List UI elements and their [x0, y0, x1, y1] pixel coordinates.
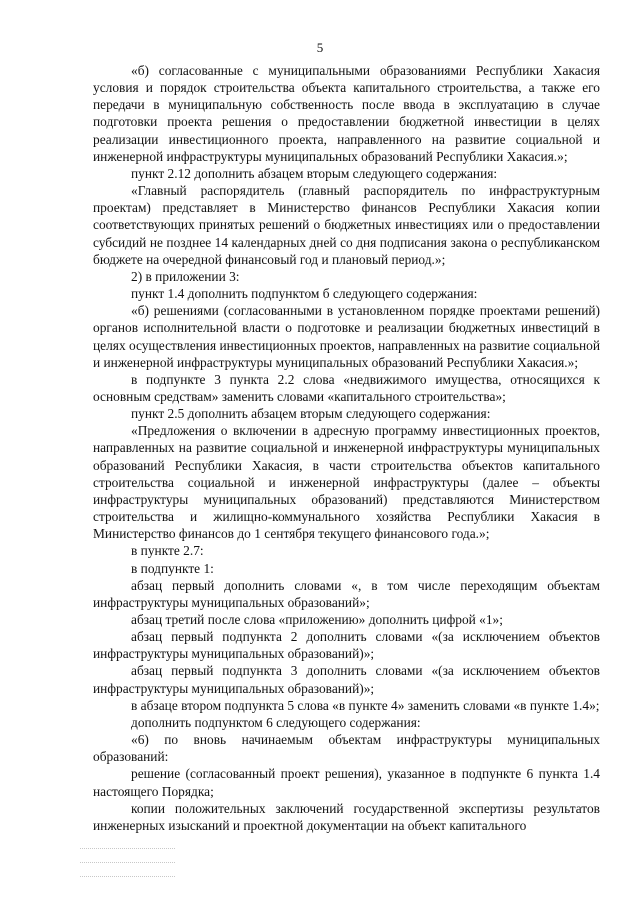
scan-artifact	[80, 862, 175, 864]
scan-artifact	[80, 848, 175, 850]
paragraph: копии положительных заключений государственной экспертизы результатов инженерных изысканий и проектной документации на объект капитального	[93, 800, 600, 833]
paragraph: пункт 1.4 дополнить подпунктом б следующего содержания:	[131, 286, 478, 302]
paragraph: решение (согласованный проект решения), указанное в подпункте 6 пункта 1.4 настоящего Порядка;	[93, 766, 600, 799]
paragraph: 2) в приложении 3:	[131, 268, 240, 284]
paragraph: «б) решениями (согласованными в установленном порядке проектами решений) органов исполнительной власти о подготовке и реализации бюджетных инвестиций в целях осуществления инвестиционных проектов, направленных на развитие социальной и инженерной инфраструктуры муниципальных образований Республики Хакасия.»;	[93, 303, 600, 370]
paragraph: абзац третий после слова «приложению» дополнить цифрой «1»;	[131, 612, 503, 627]
paragraph: пункт 2.12 дополнить абзацем вторым следующего содержания:	[131, 165, 498, 181]
paragraph: в пункте 2.7:	[131, 543, 204, 559]
paragraph: «6) по вновь начинаемым объектам инфраструктуры муниципальных образований:	[93, 732, 600, 765]
page-number: 5	[316, 40, 324, 55]
paragraph: пункт 2.5 дополнить абзацем вторым следующего содержания:	[131, 406, 491, 422]
paragraph: в абзаце втором подпункта 5 слова «в пункте 4» заменить словами «в пункте 1.4»;	[131, 697, 600, 713]
paragraph: «Главный распорядитель (главный распорядитель по инфраструктурным проектам) представляет в Министерство финансов Республики Хакасия копии соответствующих принятых решений о бюджетных инвестициях или о предоставлении субсидий не позднее 14 календарных дней со дня подписания закона о республиканском бюджете на очередной финансовый год и плановый период.»;	[93, 183, 600, 267]
paragraph: дополнить подпунктом 6 следующего содержания:	[131, 714, 421, 730]
paragraph: «б) согласованные с муниципальными образованиями Республики Хакасия условия и порядок строительства объекта капитального строительства, а также его передачи в муниципальную собственность после ввода в эксплуатацию в случае подготовки проекта решения о предоставлении бюджетной инвестиции в целях реализации инвестиционного проекта, направленного на развитие социальной и инженерной инфраструктуры муниципальных образований Республики Хакасия.»;	[93, 63, 600, 164]
paragraph: в подпункте 3 пункта 2.2 слова «недвижимого имущества, относящихся к основным средствам» заменить словами «капитального строительства»;	[93, 371, 600, 404]
paragraph: абзац первый дополнить словами «, в том числе переходящим объектам инфраструктуры муниципальных образований»;	[93, 577, 600, 610]
paragraph: «Предложения о включении в адресную программу инвестиционных проектов, направленных на развитие социальной и инженерной инфраструктуры муниципальных образований Республики Хакасия, в части строительства объектов капитального строительства социальной и инженерной инфраструктуры (далее – объекты инфраструктуры муниципальных образований) представляются Министерством строительства и жилищно-коммунального хозяйства Республики Хакасия в Министерство финансов до 1 сентября текущего финансового года.»;	[93, 423, 600, 542]
paragraph: абзац первый подпункта 3 дополнить словами «(за исключением объектов инфраструктуры муниципальных образований)»;	[93, 663, 600, 696]
paragraph: абзац первый подпункта 2 дополнить словами «(за исключением объектов инфраструктуры муниципальных образований)»;	[93, 629, 600, 662]
document-body	[93, 62, 600, 834]
paragraph: в подпункте 1:	[131, 560, 214, 576]
scan-artifact	[80, 876, 175, 878]
